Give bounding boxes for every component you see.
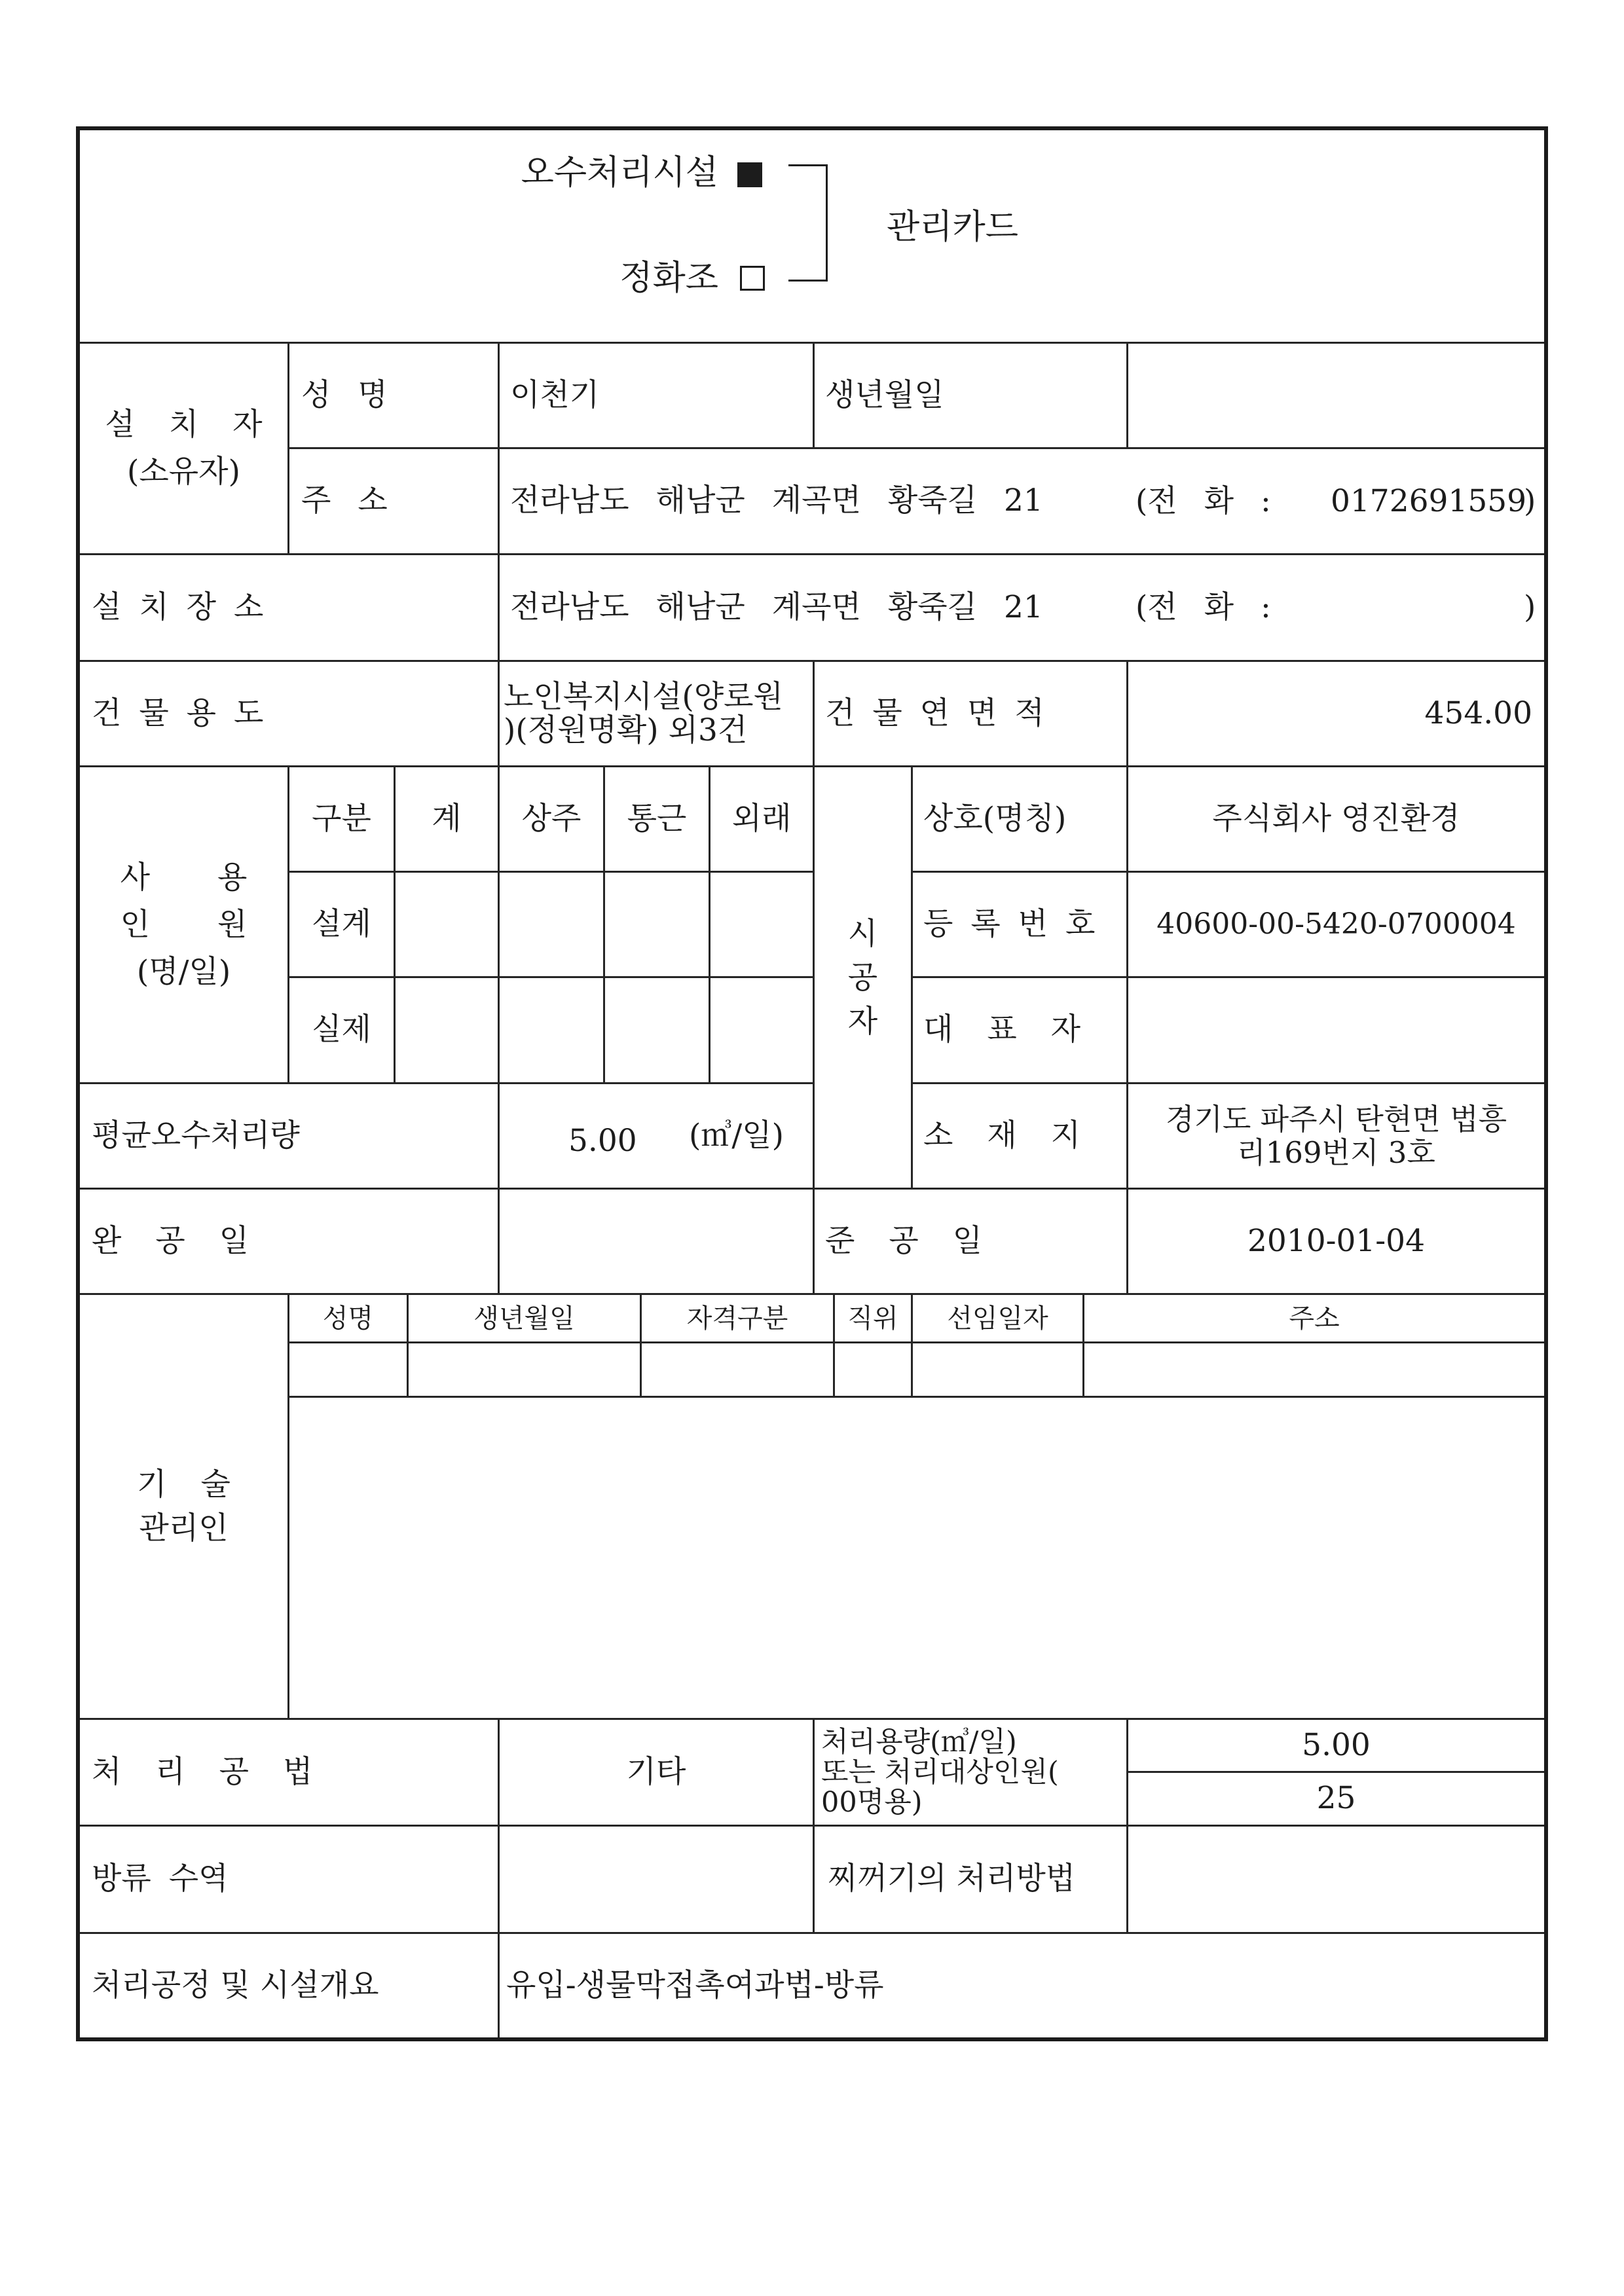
- contractor-location-value: [1128, 1084, 1544, 1190]
- owner-address-label: 주 소: [289, 449, 500, 555]
- occupancy-design-visitor: [710, 873, 815, 978]
- card-title: 관리카드: [887, 208, 1018, 247]
- occupancy-row-actual-label: 실제: [289, 978, 396, 1084]
- contractor-company-value: 주식회사 영진환경: [1128, 767, 1544, 873]
- bracket-line: [788, 164, 828, 282]
- building-use-line: )(정원명확) 외3건: [504, 712, 748, 748]
- building-area-value: 454.00: [1128, 662, 1544, 767]
- tech-cell-birth: [409, 1343, 642, 1398]
- owner-name-value: 이천기: [500, 344, 815, 449]
- occupancy-design-total: [396, 873, 500, 978]
- owner-label-sub: (소유자): [127, 454, 240, 490]
- discharge-water-label: 방류 수역: [80, 1827, 500, 1934]
- completion-date-label: 완 공 일: [80, 1190, 500, 1295]
- owner-name-label: 성 명: [289, 344, 500, 449]
- occupancy-actual-commuter: [605, 978, 710, 1084]
- capacity-label: [815, 1720, 1128, 1827]
- contractor-location-line: 경기도 파주시 탄현면 법흥: [1165, 1102, 1507, 1137]
- tech-manager-label: [80, 1295, 289, 1720]
- occupancy-label: [80, 767, 289, 1084]
- contractor-location-label: 소 재 지: [913, 1084, 1128, 1190]
- building-use-line: 노인복지시설(양로원: [504, 679, 783, 715]
- building-use-value: [500, 662, 815, 767]
- form-header: [80, 130, 1544, 344]
- process-overview-label: 처리공정 및 시설개요: [80, 1934, 500, 2037]
- occupancy-header-commuter: 통근: [605, 767, 710, 873]
- occupancy-design-commuter: [605, 873, 710, 978]
- occupancy-row-design-label: 설계: [289, 873, 396, 978]
- tech-manager-notes-area: [289, 1398, 1544, 1720]
- tech-header-qualification: 자격구분: [642, 1295, 835, 1343]
- tech-header-position: 직위: [835, 1295, 913, 1343]
- building-use-label: 건 물 용 도: [80, 662, 500, 767]
- owner-phone-number: 0172691559: [1331, 483, 1527, 519]
- sewage-facility-checkbox: [737, 162, 762, 187]
- occupancy-design-resident: [500, 873, 605, 978]
- contractor-regno-value: 40600-00-5420-0700004: [1128, 873, 1544, 978]
- occupancy-header-resident: 상주: [500, 767, 605, 873]
- owner-address-value: [500, 449, 1544, 555]
- contractor-location-line: 리169번지 3호: [1237, 1135, 1435, 1170]
- occupancy-header-visitor: 외래: [710, 767, 815, 873]
- owner-address-text: 전라남도 해남군 계곡면 황죽길 21: [510, 483, 1043, 519]
- capacity-label-line: 00명용): [821, 1786, 923, 1819]
- tech-cell-name: [289, 1343, 409, 1398]
- completion-date-value: [500, 1190, 815, 1295]
- sludge-method-value: [1128, 1827, 1544, 1934]
- site-phone-label: (전 화 :: [1135, 589, 1271, 625]
- site-label: 설 치 장 소: [80, 555, 500, 662]
- tech-cell-address: [1084, 1343, 1544, 1398]
- contractor-label-char: 시: [847, 915, 878, 952]
- owner-section-label: [80, 344, 289, 555]
- treatment-method-label: 처 리 공 법: [80, 1720, 500, 1827]
- contractor-label-char: 자: [847, 1003, 878, 1040]
- sewage-facility-label: 오수처리시설: [521, 153, 718, 192]
- contractor-rep-value: [1128, 978, 1544, 1084]
- site-value: [500, 555, 1544, 662]
- occupancy-label-line: 인 원: [120, 906, 248, 943]
- approval-date-value: 2010-01-04: [1128, 1190, 1544, 1295]
- tech-cell-appointed-date: [913, 1343, 1084, 1398]
- tech-cell-position: [835, 1343, 913, 1398]
- occupancy-actual-resident: [500, 978, 605, 1084]
- occupancy-label-unit: (명/일): [136, 953, 231, 990]
- owner-birth-label: 생년월일: [815, 344, 1128, 449]
- avg-treatment-unit: (㎥/일): [689, 1117, 784, 1154]
- contractor-label-char: 공: [847, 959, 878, 996]
- tech-cell-qualification: [642, 1343, 835, 1398]
- avg-treatment-amount: 5.00: [568, 1122, 637, 1159]
- owner-phone-label: (전 화 :: [1135, 483, 1271, 519]
- persons-value: 25: [1128, 1773, 1544, 1827]
- contractor-company-label: 상호(명칭): [913, 767, 1128, 873]
- owner-label: 설 치 자: [105, 407, 263, 443]
- tech-header-appointed-date: 선임일자: [913, 1295, 1084, 1343]
- process-overview-value: 유입-생물막접촉여과법-방류: [506, 1967, 884, 2003]
- occupancy-header-category: 구분: [289, 767, 396, 873]
- occupancy-actual-total: [396, 978, 500, 1084]
- capacity-value: 5.00: [1128, 1720, 1544, 1773]
- contractor-label: [815, 767, 913, 1190]
- septic-tank-checkbox: [740, 266, 765, 291]
- contractor-rep-label: 대 표 자: [913, 978, 1128, 1084]
- occupancy-label-line: 사 용: [120, 859, 248, 896]
- approval-date-label: 준 공 일: [815, 1190, 1128, 1295]
- management-card-form: [76, 126, 1548, 2041]
- capacity-label-line: 또는 처리대상인원(: [821, 1756, 1059, 1789]
- capacity-label-line: 처리용량(㎥/일): [821, 1726, 1017, 1758]
- owner-birth-value: [1128, 344, 1544, 449]
- tech-manager-label-line: 기 술: [137, 1467, 231, 1503]
- occupancy-actual-visitor: [710, 978, 815, 1084]
- treatment-method-value: 기타: [500, 1720, 815, 1827]
- tech-header-name: 성명: [289, 1295, 409, 1343]
- septic-tank-label: 정화조: [619, 259, 718, 298]
- tech-header-birth: 생년월일: [409, 1295, 642, 1343]
- occupancy-header-total: 계: [396, 767, 500, 873]
- discharge-water-value: [500, 1827, 815, 1934]
- sludge-method-label: 찌꺼기의 처리방법: [815, 1827, 1128, 1934]
- avg-treatment-label: 평균오수처리량: [80, 1084, 500, 1190]
- tech-manager-label-line: 관리인: [139, 1510, 229, 1546]
- owner-phone-close: ): [1524, 483, 1536, 519]
- site-phone-close: ): [1524, 589, 1536, 625]
- contractor-regno-label: 등 록 번 호: [913, 873, 1128, 978]
- avg-treatment-value: [500, 1084, 815, 1190]
- tech-header-address: 주소: [1084, 1295, 1544, 1343]
- site-address-text: 전라남도 해남군 계곡면 황죽길 21: [510, 589, 1043, 625]
- building-area-label: 건 물 연 면 적: [815, 662, 1128, 767]
